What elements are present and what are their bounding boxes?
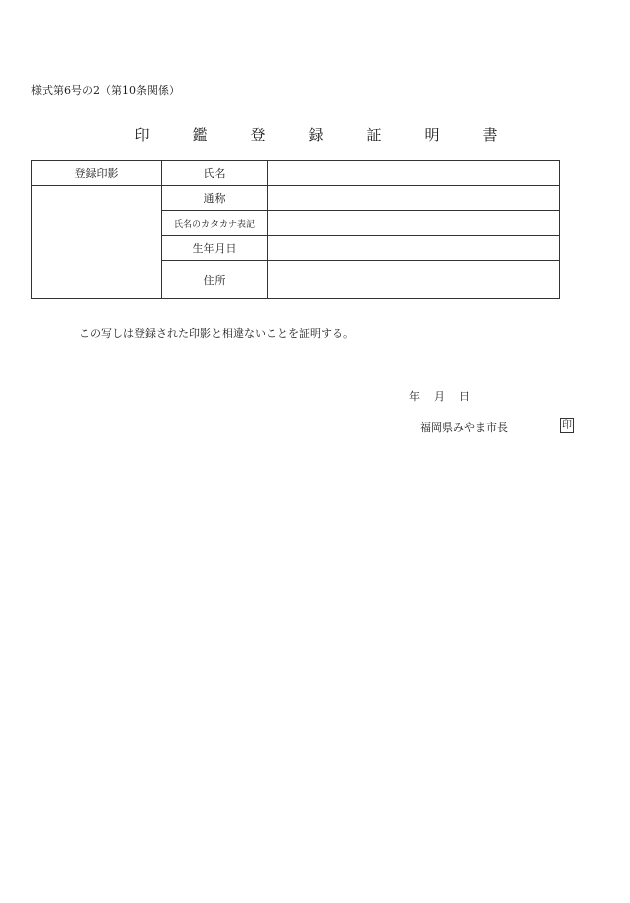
form-number: 様式第6号の2（第10条関係） xyxy=(31,84,180,97)
date-day: 日 xyxy=(459,390,470,403)
certificate-table xyxy=(31,160,560,299)
document-title: 印 鑑 登 録 証 明 書 xyxy=(134,126,512,144)
birth-date-value xyxy=(268,236,560,261)
address-value xyxy=(268,261,560,299)
name-label: 氏名 xyxy=(162,161,268,186)
date-year: 年 xyxy=(409,390,420,403)
table-row xyxy=(32,161,560,186)
official-seal-mark: 印 xyxy=(562,420,572,431)
alias-label: 通称 xyxy=(162,186,268,211)
birth-date-label: 生年月日 xyxy=(162,236,268,261)
date-month: 月 xyxy=(434,390,445,403)
address-label: 住所 xyxy=(162,261,268,299)
table-row xyxy=(32,186,560,211)
seal-impression-area xyxy=(32,186,162,299)
name-value xyxy=(268,161,560,186)
katakana-name-value xyxy=(268,211,560,236)
issue-date xyxy=(409,388,470,404)
issuer-name: 福岡県みやま市長 xyxy=(420,421,508,434)
katakana-name-label: 氏名のカタカナ表記 xyxy=(162,211,268,236)
seal-header-cell: 登録印影 xyxy=(32,161,162,186)
alias-value xyxy=(268,186,560,211)
certification-statement: この写しは登録された印影と相違ないことを証明する。 xyxy=(79,327,354,340)
